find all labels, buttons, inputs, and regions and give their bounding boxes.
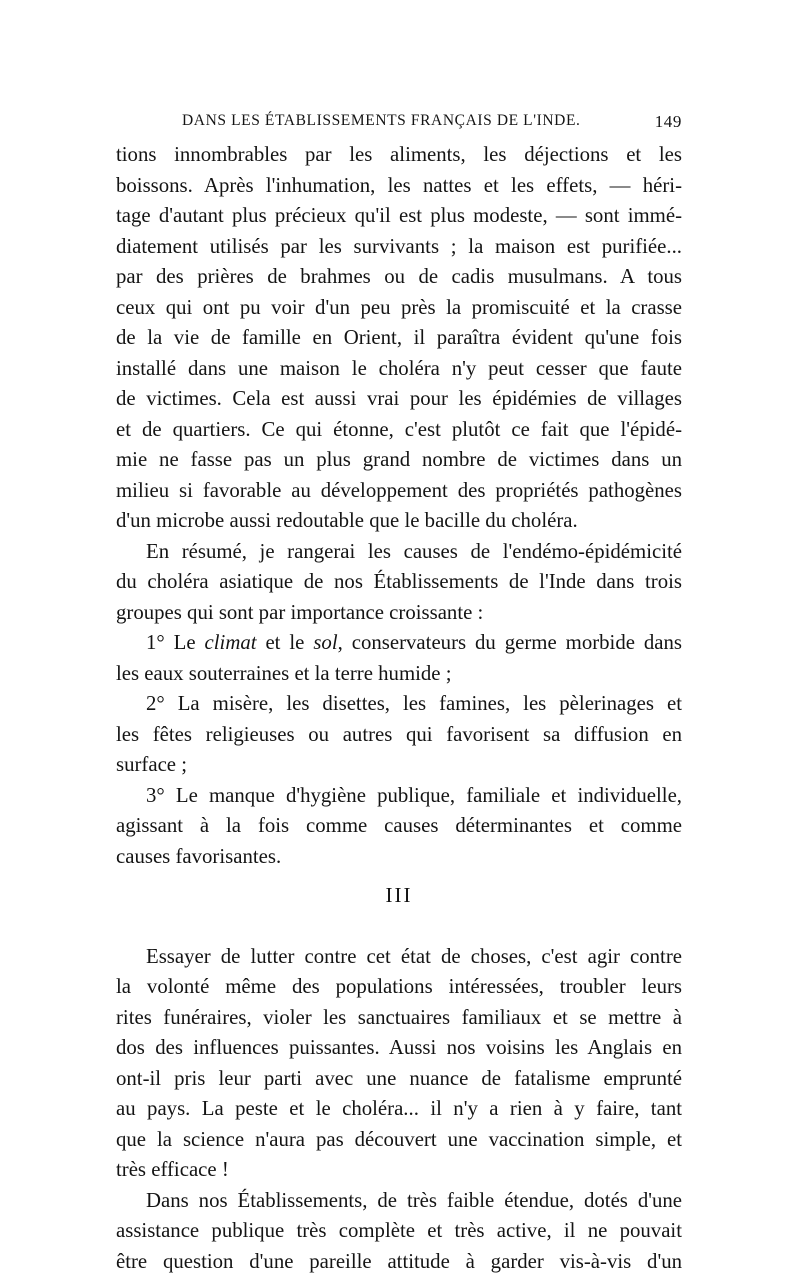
section-heading: III [116, 880, 682, 911]
italic-term-climat: climat [205, 631, 257, 654]
text-line: rites funéraires, violer les sanctuaires familiaux et se mettre à [116, 1003, 682, 1034]
text-line: milieu si favorable au développement des propriétés pathogènes [116, 476, 682, 507]
list-item-1 [116, 628, 682, 689]
text-line: tage d'autant plus précieux qu'il est plus modeste, — sont immé- [116, 201, 682, 232]
text-run: , conservateurs du germe morbide dans [338, 631, 682, 654]
text-line: par des prières de brahmes ou de cadis musulmans. A tous [116, 262, 682, 293]
page-number: 149 [655, 112, 682, 132]
text-run: et le [257, 631, 314, 654]
running-head [116, 106, 682, 140]
text-line: groupes qui sont par importance croissante : [116, 598, 682, 629]
text-line: que la science n'aura pas découvert une vaccination simple, et [116, 1125, 682, 1156]
text-line: diatement utilisés par les survivants ; la maison est purifiée... [116, 232, 682, 263]
text-line: ont-il pris leur parti avec une nuance de fatalisme emprunté [116, 1064, 682, 1095]
text-line: installé dans une maison le choléra n'y peut cesser que faute [116, 354, 682, 385]
text-line: d'un microbe aussi redoutable que le bacille du choléra. [116, 506, 682, 537]
text-line: la volonté même des populations intéressées, troubler leurs [116, 972, 682, 1003]
text-run: Le [174, 631, 205, 654]
text-line: mie ne fasse pas un plus grand nombre de victimes dans un [116, 445, 682, 476]
list-item-3 [116, 781, 682, 873]
text-line: être question d'une pareille attitude à garder vis-à-vis d'un [116, 1247, 682, 1277]
italic-term-sol: sol [313, 631, 337, 654]
paragraph-3 [116, 942, 682, 1186]
text-line [116, 628, 682, 659]
text-line: et de quartiers. Ce qui étonne, c'est plutôt ce fait que l'épidé- [116, 415, 682, 446]
text-line: Essayer de lutter contre cet état de choses, c'est agir contre [116, 942, 682, 973]
paragraph-2 [116, 537, 682, 629]
text-line: du choléra asiatique de nos Établissements de l'Inde dans trois [116, 567, 682, 598]
paragraph-1 [116, 140, 682, 537]
text-line: de victimes. Cela est aussi vrai pour les épidémies de villages [116, 384, 682, 415]
item-number: 1° [146, 631, 165, 654]
text-line: ceux qui ont pu voir d'un peu près la promiscuité et la crasse [116, 293, 682, 324]
text-line: surface ; [116, 750, 682, 781]
text-line: causes favorisantes. [116, 842, 682, 873]
text-line: les fêtes religieuses ou autres qui favorisent sa diffusion en [116, 720, 682, 751]
paragraph-4 [116, 1186, 682, 1277]
text-line: assistance publique très complète et très active, il ne pouvait [116, 1216, 682, 1247]
text-line: au pays. La peste et le choléra... il n'y a rien à y faire, tant [116, 1094, 682, 1125]
text-line: 3° Le manque d'hygiène publique, familiale et individuelle, [116, 781, 682, 812]
text-line: agissant à la fois comme causes déterminantes et comme [116, 811, 682, 842]
text-line: En résumé, je rangerai les causes de l'endémo-épidémicité [116, 537, 682, 568]
body-text [116, 140, 682, 1277]
list-item-2 [116, 689, 682, 781]
text-line: de la vie de famille en Orient, il paraîtra évident qu'une fois [116, 323, 682, 354]
text-line: les eaux souterraines et la terre humide ; [116, 659, 682, 690]
text-line: Dans nos Établissements, de très faible étendue, dotés d'une [116, 1186, 682, 1217]
document-page [116, 106, 682, 1277]
text-line: 2° La misère, les disettes, les famines, les pèlerinages et [116, 689, 682, 720]
text-line: boissons. Après l'inhumation, les nattes et les effets, — héri- [116, 171, 682, 202]
text-line: dos des influences puissantes. Aussi nos voisins les Anglais en [116, 1033, 682, 1064]
text-line: très efficace ! [116, 1155, 682, 1186]
text-line: tions innombrables par les aliments, les déjections et les [116, 140, 682, 171]
running-title: DANS LES ÉTABLISSEMENTS FRANÇAIS DE L'INDE. [182, 112, 581, 130]
